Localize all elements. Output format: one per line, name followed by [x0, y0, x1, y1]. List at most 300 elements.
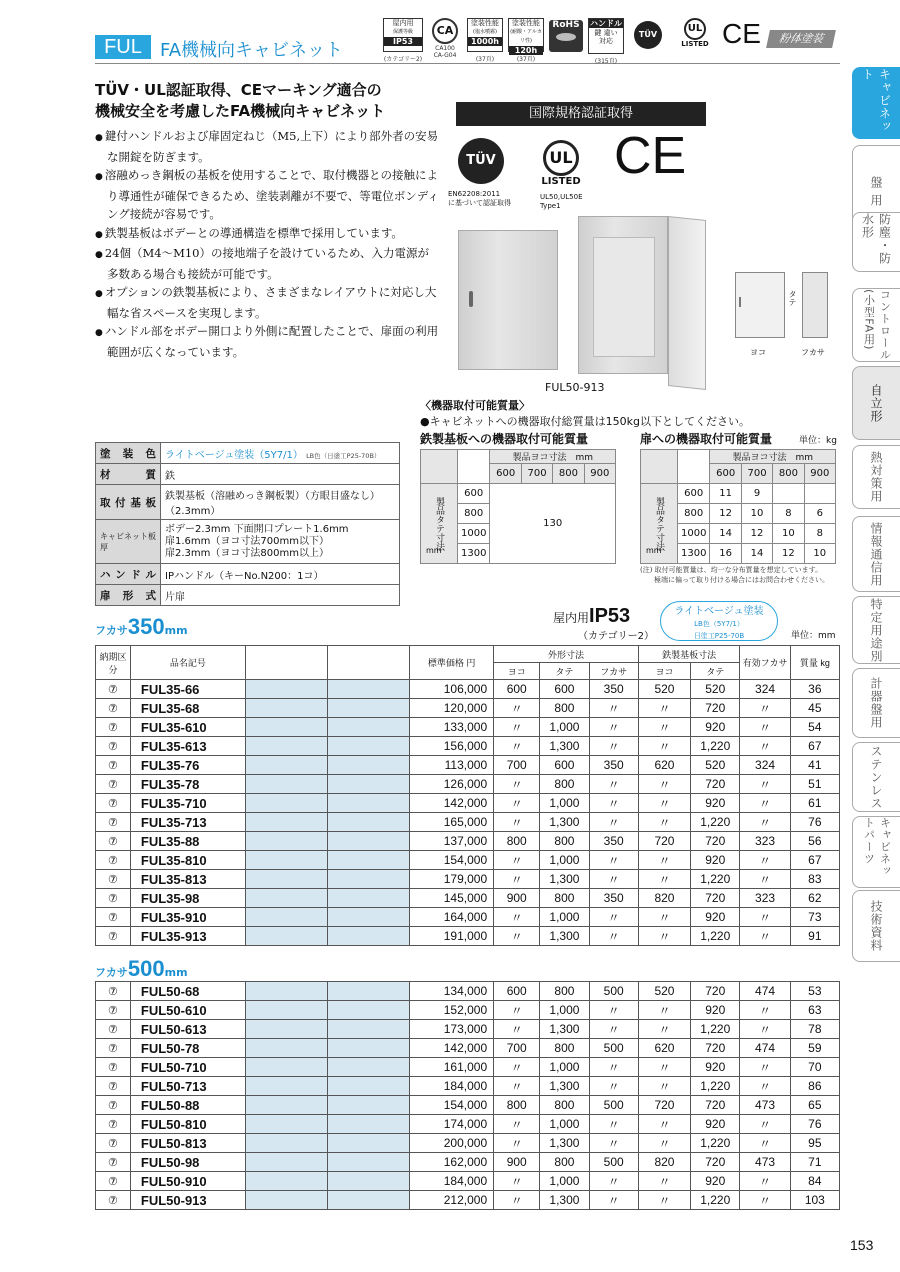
- outer-yoko: 900: [494, 1153, 540, 1172]
- blank-cell: [245, 680, 327, 699]
- blank-cell: [327, 832, 409, 851]
- cabinet-photo-closed: [458, 230, 558, 370]
- outer-tate: 800: [540, 1039, 589, 1058]
- color-pill: ライトベージュ塗装 LB色（5Y7/1） 日塗工P25-70B: [660, 601, 778, 641]
- outer-yoko: 〃: [494, 699, 540, 718]
- tab-telecom[interactable]: 情報通信用: [852, 516, 900, 592]
- base-yoko: 〃: [638, 1115, 690, 1134]
- outer-fukasa: 〃: [589, 927, 638, 946]
- outer-yoko: 700: [494, 756, 540, 775]
- outer-fukasa: 〃: [589, 1172, 638, 1191]
- outer-tate: 1,000: [540, 794, 589, 813]
- model-code: FUL50-913: [130, 1191, 245, 1210]
- mount-unit: 単位：kg: [799, 436, 837, 446]
- base-tate: 1,220: [691, 1191, 740, 1210]
- blank-cell: [245, 794, 327, 813]
- delivery-code: ⑦: [96, 851, 131, 870]
- delivery-code: ⑦: [96, 775, 131, 794]
- table-row: [96, 1001, 840, 1020]
- price: 212,000: [410, 1191, 494, 1210]
- delivery-code: ⑦: [96, 1153, 131, 1172]
- effective-depth: 〃: [740, 1115, 790, 1134]
- base-tate: 720: [691, 1153, 740, 1172]
- tab-cabinet[interactable]: キャビネット: [852, 67, 900, 139]
- page-title: FA機械向キャビネット: [160, 40, 344, 61]
- blank-cell: [327, 1001, 409, 1020]
- table-row: [96, 1077, 840, 1096]
- mass: 59: [790, 1039, 839, 1058]
- base-tate: 920: [691, 1172, 740, 1191]
- outer-yoko: 〃: [494, 1115, 540, 1134]
- outer-tate: 800: [540, 1096, 589, 1115]
- mass: 41: [790, 756, 839, 775]
- outer-tate: 1,000: [540, 1172, 589, 1191]
- base-yoko: 〃: [638, 1191, 690, 1210]
- outer-yoko: 〃: [494, 1058, 540, 1077]
- feature-item: ● 鉄製基板はボデーとの導通構造を標準で採用しています。: [95, 224, 440, 245]
- model-code: FUL35-613: [130, 737, 245, 756]
- blank-cell: [245, 870, 327, 889]
- door-mount-row: 1000 14 12 10 8: [641, 524, 836, 544]
- blank-cell: [327, 699, 409, 718]
- feature-list: [95, 127, 440, 361]
- delivery-code: ⑦: [96, 1001, 131, 1020]
- outer-yoko: 〃: [494, 813, 540, 832]
- model-code: FUL50-88: [130, 1096, 245, 1115]
- table-row: [96, 775, 840, 794]
- tuv-large-icon: TÜV: [458, 138, 504, 184]
- tab-stainless[interactable]: ステンレス: [852, 742, 900, 812]
- mount-note: ●キャビネットへの機器取付総質量は150kg以下としてください。: [420, 415, 750, 428]
- blank-cell: [327, 870, 409, 889]
- base-yoko: 520: [638, 982, 690, 1001]
- base-yoko: 820: [638, 889, 690, 908]
- outer-tate: 1,300: [540, 1077, 589, 1096]
- effective-depth: 323: [740, 889, 790, 908]
- outer-yoko: 〃: [494, 775, 540, 794]
- ul-logo-icon: UL LISTED: [672, 18, 718, 56]
- outer-tate: 1,300: [540, 927, 589, 946]
- photo-caption: FUL50-913: [545, 381, 605, 394]
- base-yoko: 〃: [638, 851, 690, 870]
- tab-dustproof[interactable]: 防塵・防水形: [852, 212, 900, 272]
- outer-yoko: 〃: [494, 718, 540, 737]
- blank-cell: [327, 794, 409, 813]
- effective-depth: 〃: [740, 718, 790, 737]
- base-yoko: 〃: [638, 1134, 690, 1153]
- table-row: [96, 1153, 840, 1172]
- outer-fukasa: 〃: [589, 699, 638, 718]
- mass: 54: [790, 718, 839, 737]
- model-code: FUL35-913: [130, 927, 245, 946]
- spec-row: 取付基板 鉄製基板（溶融めっき鋼板製）（方眼目盛なし）（2.3mm）: [96, 485, 400, 520]
- blank-cell: [327, 756, 409, 775]
- blank-cell: [245, 737, 327, 756]
- mass: 70: [790, 1058, 839, 1077]
- blank-cell: [327, 775, 409, 794]
- blank-cell: [327, 889, 409, 908]
- table-row: [96, 889, 840, 908]
- effective-depth: 〃: [740, 1001, 790, 1020]
- delivery-code: ⑦: [96, 1191, 131, 1210]
- outer-fukasa: 350: [589, 832, 638, 851]
- tab-special[interactable]: 特定用途別: [852, 596, 900, 664]
- feature-item: ● オプションの鉄製基板により、さまざまなレイアウトに対応し大幅な省スペースを実現します。: [95, 283, 440, 322]
- table-row: [96, 1172, 840, 1191]
- lead-heading: TÜV・UL認証取得、CEマーキング適合の 機械安全を考慮したFA機械向キャビネット: [95, 81, 386, 120]
- price: 133,000: [410, 718, 494, 737]
- effective-depth: 〃: [740, 1191, 790, 1210]
- table-row: [96, 1134, 840, 1153]
- spec-row: キャビネット板厚 ボデー2.3mm 下面開口プレート1.6mm 扉1.6mm（ヨコ寸法700mm以下） 扉2.3mm（ヨコ寸法800mm以上）: [96, 520, 400, 564]
- outer-yoko: 〃: [494, 908, 540, 927]
- table-row: [96, 813, 840, 832]
- outer-fukasa: 〃: [589, 851, 638, 870]
- effective-depth: 〃: [740, 1134, 790, 1153]
- outer-yoko: 〃: [494, 737, 540, 756]
- blank-cell: [245, 1020, 327, 1039]
- table-row: [96, 699, 840, 718]
- table-row: [96, 1115, 840, 1134]
- base-yoko: 〃: [638, 718, 690, 737]
- blank-cell: [245, 775, 327, 794]
- ul-note: UL50,UL50E Type1: [540, 193, 583, 210]
- tab-standing[interactable]: 自立形: [852, 366, 900, 440]
- blank-cell: [327, 982, 409, 1001]
- price: 191,000: [410, 927, 494, 946]
- delivery-code: ⑦: [96, 794, 131, 813]
- outer-tate: 1,000: [540, 908, 589, 927]
- base-tate: 520: [691, 756, 740, 775]
- ul-large-icon: UL LISTED: [530, 140, 592, 187]
- delivery-code: ⑦: [96, 1115, 131, 1134]
- paint-perf-1-note: (37頁): [475, 56, 495, 63]
- delivery-code: ⑦: [96, 908, 131, 927]
- base-tate: 520: [691, 680, 740, 699]
- price: 154,000: [410, 851, 494, 870]
- dim-yoko-label: ヨコ: [750, 348, 766, 357]
- door-mount-table: 製品ヨコ寸法 mm 600 700 800 900 製品タテ寸法 600 11 9 800 12 10 8 6 1000 14 12 10 8 1300 16 14 12 10: [640, 449, 836, 564]
- blank-cell: [327, 1134, 409, 1153]
- delivery-code: ⑦: [96, 1058, 131, 1077]
- price: 200,000: [410, 1134, 494, 1153]
- outer-tate: 600: [540, 680, 589, 699]
- model-code: FUL50-78: [130, 1039, 245, 1058]
- blank-cell: [245, 1058, 327, 1077]
- door-mm: mm: [646, 546, 662, 555]
- outer-yoko: 〃: [494, 1172, 540, 1191]
- base-yoko: 〃: [638, 813, 690, 832]
- powder-coat-badge: 粉体塗装: [766, 30, 836, 48]
- handle-icon: [469, 291, 473, 307]
- base-yoko: 720: [638, 1096, 690, 1115]
- side-view-diagram: [802, 272, 828, 338]
- blank-cell: [245, 1039, 327, 1058]
- base-tate: 920: [691, 851, 740, 870]
- handle-note: (315頁): [594, 58, 618, 65]
- model-code: FUL50-910: [130, 1172, 245, 1191]
- base-tate: 720: [691, 832, 740, 851]
- effective-depth: 473: [740, 1096, 790, 1115]
- model-code: FUL35-910: [130, 908, 245, 927]
- delivery-code: ⑦: [96, 756, 131, 775]
- ip-cert-badge: 屋内用 保護等級 IP53: [383, 18, 423, 52]
- outer-tate: 1,000: [540, 1115, 589, 1134]
- price: 154,000: [410, 1096, 494, 1115]
- effective-depth: 〃: [740, 813, 790, 832]
- mass: 76: [790, 813, 839, 832]
- model-code: FUL50-810: [130, 1115, 245, 1134]
- ce-mark-icon: CE: [722, 18, 761, 49]
- blank-cell: [327, 1077, 409, 1096]
- delivery-code: ⑦: [96, 1039, 131, 1058]
- price: 106,000: [410, 680, 494, 699]
- front-view-diagram: [735, 272, 785, 338]
- effective-depth: 324: [740, 680, 790, 699]
- delivery-code: ⑦: [96, 699, 131, 718]
- model-code: FUL50-713: [130, 1077, 245, 1096]
- depth-500-label: フカサ500mm: [95, 956, 188, 981]
- cabinet-door-open: [668, 216, 706, 390]
- spec-row: 材質 鉄: [96, 464, 400, 485]
- outer-fukasa: 〃: [589, 1191, 638, 1210]
- outer-tate: 800: [540, 699, 589, 718]
- tab-thermal[interactable]: 熱対策用: [852, 445, 900, 509]
- base-tate: 720: [691, 1096, 740, 1115]
- blank-cell: [327, 1096, 409, 1115]
- outer-tate: 800: [540, 775, 589, 794]
- door-mount-row: 1300 16 14 12 10: [641, 544, 836, 564]
- blank-cell: [245, 1077, 327, 1096]
- mount-title: 〈機器取付可能質量〉: [420, 399, 530, 412]
- intl-cert-title: 国際規格認証取得: [456, 102, 706, 126]
- outer-yoko: 〃: [494, 1020, 540, 1039]
- price: 152,000: [410, 1001, 494, 1020]
- effective-depth: 〃: [740, 927, 790, 946]
- base-yoko: 〃: [638, 775, 690, 794]
- price: 173,000: [410, 1020, 494, 1039]
- delivery-code: ⑦: [96, 680, 131, 699]
- tab-control[interactable]: コントロール(小型FA用): [852, 288, 900, 362]
- delivery-code: ⑦: [96, 1020, 131, 1039]
- mass: 53: [790, 982, 839, 1001]
- mass: 56: [790, 832, 839, 851]
- outer-fukasa: 〃: [589, 718, 638, 737]
- effective-depth: 〃: [740, 1172, 790, 1191]
- delivery-code: ⑦: [96, 927, 131, 946]
- mass: 51: [790, 775, 839, 794]
- price: 142,000: [410, 1039, 494, 1058]
- model-code: FUL35-98: [130, 889, 245, 908]
- outer-fukasa: 〃: [589, 1115, 638, 1134]
- base-yoko: 〃: [638, 794, 690, 813]
- ca-note: CA100 CA-G04: [433, 45, 457, 59]
- effective-depth: 473: [740, 1153, 790, 1172]
- blank-cell: [327, 908, 409, 927]
- base-tate: 720: [691, 699, 740, 718]
- base-yoko: 〃: [638, 1058, 690, 1077]
- outer-fukasa: 350: [589, 680, 638, 699]
- model-code: FUL35-78: [130, 775, 245, 794]
- feature-item: ● ハンドル部をボデー開口より外側に配置したことで、扉面の利用範囲が広くなっています。: [95, 322, 440, 361]
- blank-cell: [327, 813, 409, 832]
- base-yoko: 〃: [638, 927, 690, 946]
- dim-tate-label: タテ: [788, 290, 797, 306]
- blank-cell: [245, 1191, 327, 1210]
- feature-item: ● 24個（M4〜M10）の接地端子を設けているため、入力電源が多数ある場合も接続が可能です。: [95, 244, 440, 283]
- outer-tate: 1,000: [540, 1001, 589, 1020]
- tuv-note: EN62208:2011 に基づいて認証取得: [448, 190, 511, 207]
- delivery-code: ⑦: [96, 832, 131, 851]
- model-code: FUL50-68: [130, 982, 245, 1001]
- outer-tate: 800: [540, 1153, 589, 1172]
- effective-depth: 〃: [740, 1077, 790, 1096]
- leaf-icon: [556, 33, 576, 41]
- base-yoko: 〃: [638, 908, 690, 927]
- effective-depth: 474: [740, 1039, 790, 1058]
- mass: 84: [790, 1172, 839, 1191]
- base-tate: 920: [691, 794, 740, 813]
- price: 164,000: [410, 908, 494, 927]
- outer-tate: 1,300: [540, 1134, 589, 1153]
- model-code: FUL35-813: [130, 870, 245, 889]
- outer-fukasa: 〃: [589, 1058, 638, 1077]
- tab-instrument[interactable]: 計器盤用: [852, 668, 900, 738]
- outer-yoko: 〃: [494, 1134, 540, 1153]
- table-row: [96, 870, 840, 889]
- model-code: FUL35-68: [130, 699, 245, 718]
- model-code: FUL35-76: [130, 756, 245, 775]
- outer-yoko: 〃: [494, 1191, 540, 1210]
- price: 137,000: [410, 832, 494, 851]
- effective-depth: 〃: [740, 775, 790, 794]
- iron-mount-table: 製品ヨコ寸法 mm 600 700 800 900 製品タテ寸法 600 130 800 1000 1300: [420, 449, 616, 564]
- price: 156,000: [410, 737, 494, 756]
- base-tate: 1,220: [691, 1020, 740, 1039]
- mass: 36: [790, 680, 839, 699]
- model-code: FUL50-613: [130, 1020, 245, 1039]
- model-code: FUL50-98: [130, 1153, 245, 1172]
- feature-item: ● 溶融めっき鋼板の基板を使用することで、取付機器との接触により導通性が確保できるため、塗装剥離が不要で、等電位ボンディング接続が容易です。: [95, 166, 440, 224]
- base-tate: 920: [691, 1001, 740, 1020]
- tate-header: 製品タテ寸法: [421, 484, 458, 564]
- table-row: [96, 832, 840, 851]
- table-row: [96, 1020, 840, 1039]
- outer-fukasa: 350: [589, 756, 638, 775]
- outer-fukasa: 350: [589, 889, 638, 908]
- outer-tate: 1,000: [540, 851, 589, 870]
- base-yoko: 〃: [638, 1077, 690, 1096]
- blank-cell: [327, 680, 409, 699]
- base-yoko: 〃: [638, 1020, 690, 1039]
- feature-item: ● 鍵付ハンドルおよび扉固定ねじ（M5,上下）により部外者の安易な開錠を防ぎます。: [95, 127, 440, 166]
- base-yoko: 〃: [638, 1001, 690, 1020]
- outer-fukasa: 〃: [589, 1134, 638, 1153]
- model-code: FUL50-610: [130, 1001, 245, 1020]
- base-tate: 1,220: [691, 813, 740, 832]
- base-tate: 1,220: [691, 1077, 740, 1096]
- base-yoko: 〃: [638, 699, 690, 718]
- outer-fukasa: 〃: [589, 1077, 638, 1096]
- blank-cell: [245, 699, 327, 718]
- cabinet-photo-open: [578, 216, 668, 374]
- mass: 45: [790, 699, 839, 718]
- effective-depth: 474: [740, 982, 790, 1001]
- price: 174,000: [410, 1115, 494, 1134]
- delivery-code: ⑦: [96, 870, 131, 889]
- outer-tate: 800: [540, 832, 589, 851]
- table-unit: 単位：mm: [791, 631, 836, 641]
- outer-tate: 600: [540, 756, 589, 775]
- blank-cell: [327, 1172, 409, 1191]
- effective-depth: 〃: [740, 699, 790, 718]
- blank-cell: [327, 1115, 409, 1134]
- tab-technical[interactable]: 技術資料: [852, 890, 900, 962]
- iron-mount-value: 130: [490, 484, 616, 564]
- price: 161,000: [410, 1058, 494, 1077]
- rohs-badge: RoHS: [549, 20, 583, 52]
- effective-depth: 〃: [740, 870, 790, 889]
- model-code: FUL35-713: [130, 813, 245, 832]
- blank-cell: [245, 1134, 327, 1153]
- table-row: [96, 1096, 840, 1115]
- base-yoko: 520: [638, 680, 690, 699]
- iron-mm: mm: [426, 546, 442, 555]
- effective-depth: 〃: [740, 737, 790, 756]
- outer-yoko: 〃: [494, 927, 540, 946]
- delivery-code: ⑦: [96, 1077, 131, 1096]
- blank-cell: [327, 1058, 409, 1077]
- door-mount-row: 800 12 10 8 6: [641, 504, 836, 524]
- mass: 103: [790, 1191, 839, 1210]
- model-code: FUL50-710: [130, 1058, 245, 1077]
- price: 179,000: [410, 870, 494, 889]
- base-tate: 1,220: [691, 927, 740, 946]
- blank-cell: [245, 927, 327, 946]
- outer-fukasa: 500: [589, 1153, 638, 1172]
- blank-cell: [327, 1153, 409, 1172]
- blank-cell: [327, 737, 409, 756]
- blank-cell: [327, 718, 409, 737]
- outer-tate: 1,300: [540, 813, 589, 832]
- delivery-code: ⑦: [96, 982, 131, 1001]
- outer-yoko: 〃: [494, 794, 540, 813]
- model-code: FUL35-810: [130, 851, 245, 870]
- price: 145,000: [410, 889, 494, 908]
- iron-mount-title: 鉄製基板への機器取付可能質量: [420, 432, 589, 446]
- model-code: FUL50-813: [130, 1134, 245, 1153]
- page-number: 153: [850, 1237, 874, 1253]
- model-code: FUL35-88: [130, 832, 245, 851]
- model-code: FUL35-610: [130, 718, 245, 737]
- base-yoko: 〃: [638, 1172, 690, 1191]
- table-row: [96, 851, 840, 870]
- tab-parts[interactable]: キャビネットパーツ: [852, 816, 900, 888]
- outer-fukasa: 〃: [589, 737, 638, 756]
- effective-depth: 〃: [740, 1058, 790, 1077]
- outer-fukasa: 500: [589, 1039, 638, 1058]
- blank-cell: [327, 927, 409, 946]
- price: 165,000: [410, 813, 494, 832]
- outer-yoko: 600: [494, 982, 540, 1001]
- tab-panel[interactable]: 盤 用: [852, 145, 900, 237]
- outer-tate: 1,300: [540, 870, 589, 889]
- base-tate: 720: [691, 775, 740, 794]
- outer-yoko: 800: [494, 832, 540, 851]
- model-code: FUL35-66: [130, 680, 245, 699]
- spec-row: 扉形式 片扉: [96, 585, 400, 606]
- base-tate: 920: [691, 718, 740, 737]
